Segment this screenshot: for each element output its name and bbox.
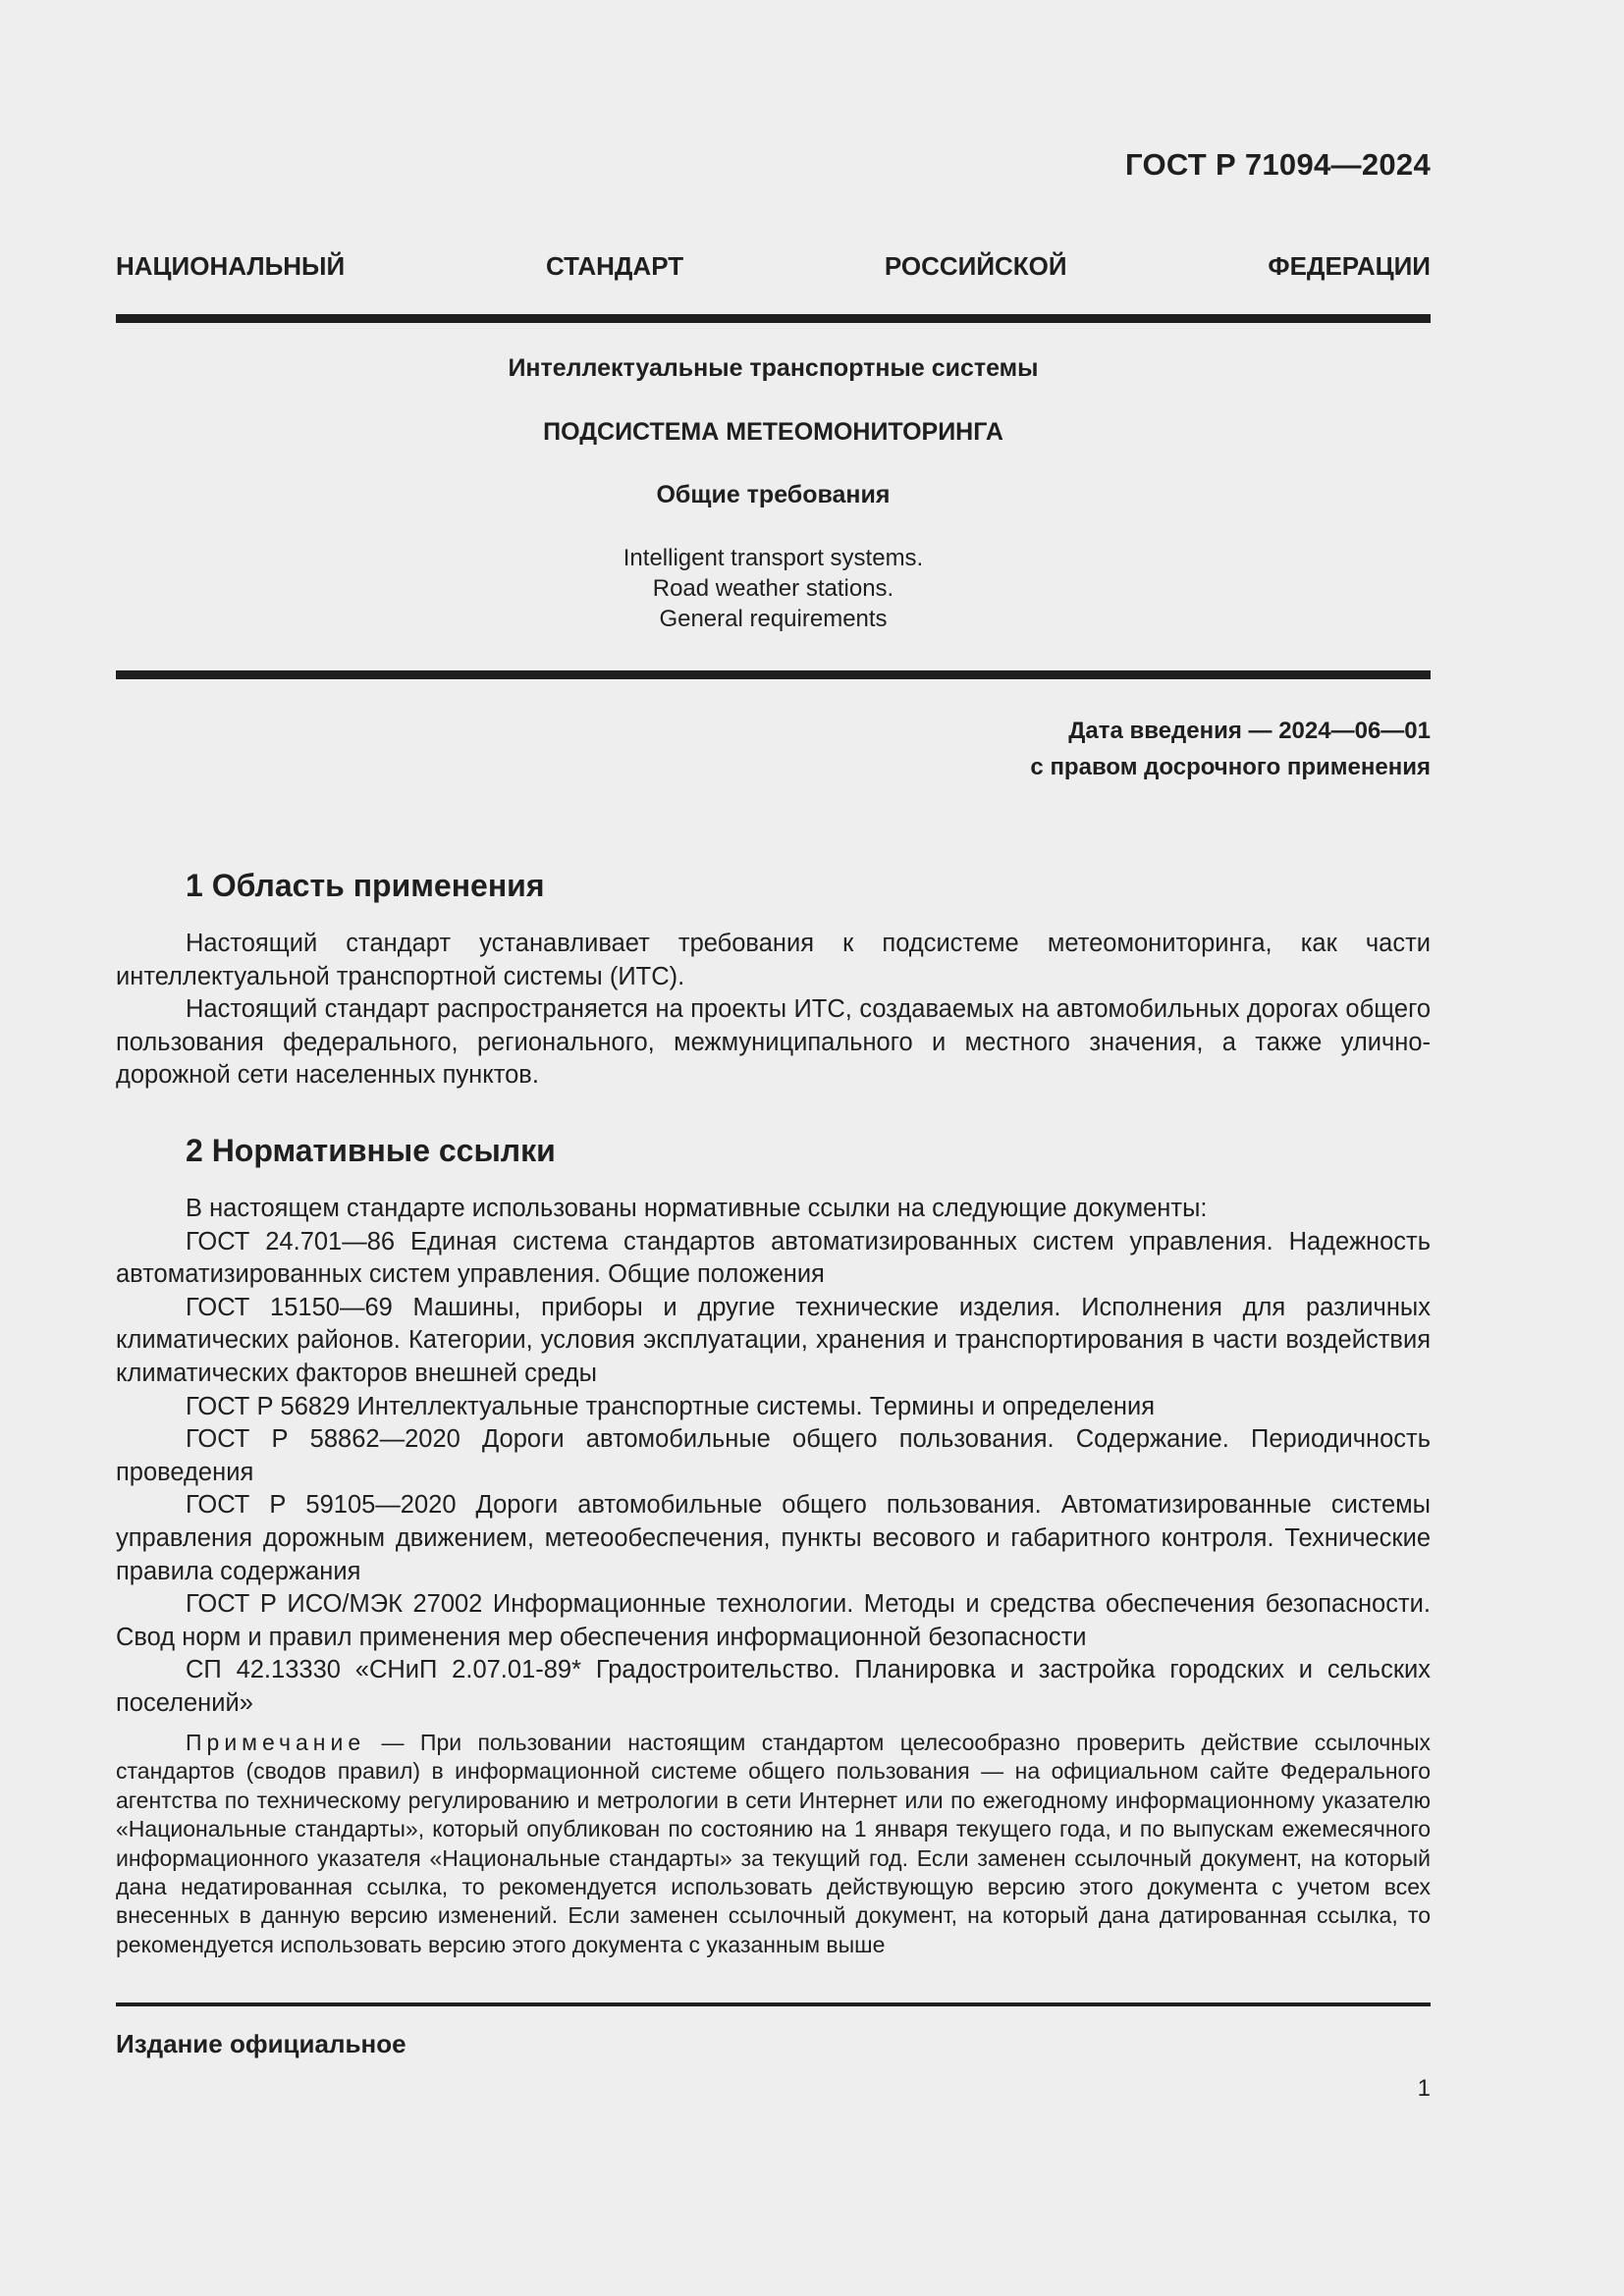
top-divider [116, 314, 1431, 323]
english-title-line: Intelligent transport systems. [623, 545, 924, 571]
note [116, 1729, 1431, 1962]
english-title [116, 543, 1431, 634]
reference-item: ГОСТ 15150—69 Машины, приборы и другие технические изделия. Исполнения для различных климатических районов. Категории, условия эксплуатации, хранения и транспортирования в части воздействия климатических факторов внешней среды [116, 1293, 1431, 1387]
reference-item: СП 42.13330 «СНиП 2.07.01-89* Градостроительство. Планировка и застройка городских и сельских поселений» [116, 1656, 1431, 1717]
title-bottom-divider [116, 670, 1431, 679]
reference-item: ГОСТ Р 58862—2020 Дороги автомобильные общего пользования. Содержание. Периодичность проведения [116, 1425, 1431, 1486]
date-block [1030, 713, 1431, 785]
english-title-line: Road weather stations. [652, 575, 894, 602]
document-page [116, 0, 1431, 2296]
edition-label: Издание официальное [116, 2029, 406, 2058]
reference-item: ГОСТ Р 56829 Интеллектуальные транспортные системы. Термины и определения [186, 1392, 1156, 1420]
paragraph: Настоящий стандарт устанавливает требования к подсистеме метеомониторинга, как части интеллектуальной транспортной системы (ИТС). [116, 930, 1431, 990]
english-title-line: General requirements [659, 606, 888, 632]
standard-number: ГОСТ Р 71094—2024 [1125, 147, 1431, 182]
reference-item: ГОСТ Р 59105—2020 Дороги автомобильные общего пользования. Автоматизированные системы управления дорожным движением, метеообеспечения, пункты весового и габаритного контроля. Технические правила содержания [116, 1491, 1431, 1585]
title-line-2: ПОДСИСТЕМА МЕТЕОМОНИТОРИНГА [543, 418, 1003, 446]
paragraph: В настоящем стандарте использованы нормативные ссылки на следующие документы: [186, 1195, 1208, 1222]
section-2-heading: 2 Нормативные ссылки [186, 1133, 556, 1168]
note-text: — При пользовании настоящим стандартом целесообразно проверить действие ссылочных стандартов (сводов правил) в информационной системе общего пользования — на официальном сайте Федерального агентства по техническому регулированию и метрологии в сети Интернет или по ежегодному информационному указателю «Национальные стандарты», который опубликован по состоянию на 1 января текущего года, и по выпускам ежемесячного информационного указателя «Национальные стандарты» за текущий год. Если заменен ссылочный документ, на который дана недатированная ссылка, то рекомендуется использовать действующую версию этого документа с учетом всех внесенных в данную версию изменений. Если заменен ссылочный документ, на который дана датированная ссылка, то рекомендуется использовать версию этого документа с указанным выше [116, 1730, 1431, 1957]
reference-item: ГОСТ 24.701—86 Единая система стандартов автоматизированных систем управления. Надежность автоматизированных систем управления. Общие положения [116, 1227, 1431, 1289]
note-label: Примечание [186, 1730, 366, 1755]
paragraph: Настоящий стандарт распространяется на проекты ИТС, создаваемых на автомобильных дорогах общего пользования федерального, регионального, межмуниципального и местного значения, а также улично-дорожной сети населенных пунктов. [116, 995, 1431, 1090]
page-number: 1 [1417, 2075, 1431, 2102]
section-2-body [116, 1193, 1431, 1721]
early-application: с правом досрочного применения [1030, 754, 1431, 780]
title-line-1: Интеллектуальные транспортные системы [508, 354, 1039, 382]
section-1-body [116, 928, 1431, 1093]
footer-divider [116, 2002, 1431, 2006]
title-line-3: Общие требования [656, 481, 891, 508]
section-1-heading: 1 Область применения [186, 868, 545, 903]
reference-item: ГОСТ Р ИСО/МЭК 27002 Информационные технологии. Методы и средства обеспечения безопасности. Свод норм и правил применения мер обеспечения информационной безопасности [116, 1590, 1431, 1651]
introduction-date: Дата введения — 2024—06—01 [1068, 718, 1431, 744]
national-standard-banner: НАЦИОНАЛЬНЫЙ СТАНДАРТ РОССИЙСКОЙ ФЕДЕРАЦИИ [116, 251, 1431, 281]
